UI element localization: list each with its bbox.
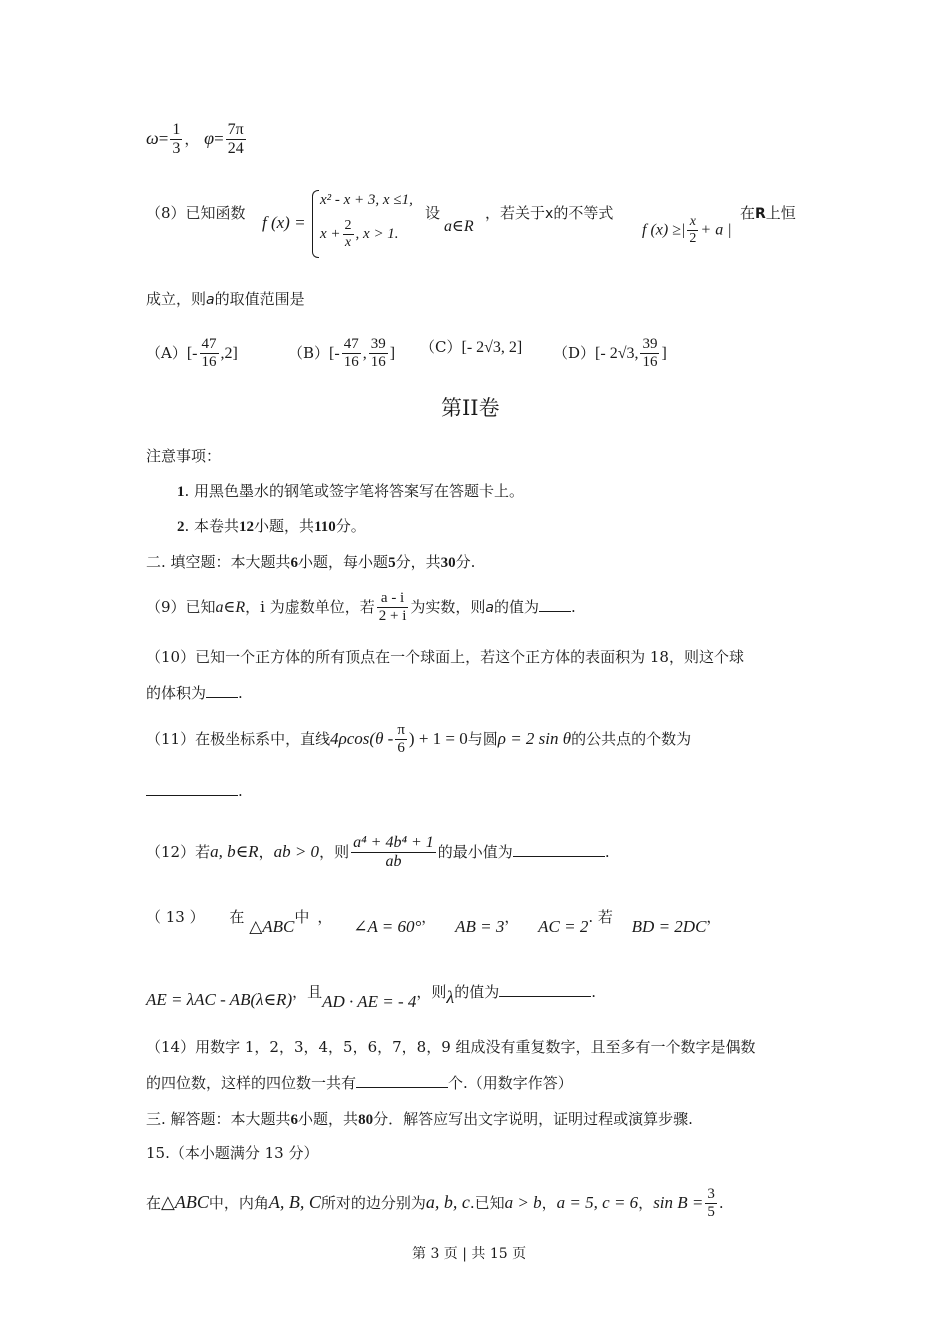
q8-x-variable: x (545, 206, 554, 222)
q15-text-a: 在 (146, 1193, 162, 1212)
q15-num: 3 (705, 1186, 717, 1204)
q13-ae: AE = λAC - AB(λ∈R) (146, 990, 293, 1009)
q8-option-c-label: （C） (420, 338, 462, 356)
q9-fraction (377, 590, 409, 626)
fill-total-score: 30 (440, 555, 456, 571)
q13-bd: BD = 2DC (631, 917, 707, 936)
q13-dot-product: AD · AE = - 4 (322, 992, 417, 1011)
q9-answer-blank[interactable] (539, 611, 571, 612)
q14-line2 (146, 1076, 573, 1091)
q8-option-d-den: 16 (642, 354, 658, 371)
q8-option-b-fraction-2 (369, 336, 388, 372)
q8-option-d-pre: [- 2√3, (595, 344, 639, 362)
q8-text-end (740, 206, 796, 221)
q8-text-mid-a: ，若关于 (485, 204, 546, 222)
phi-fraction (226, 121, 246, 159)
q8-option-b-fraction-1 (342, 336, 361, 372)
q15-comma: ， (541, 1193, 557, 1212)
q15-text-c: 所对的边分别为 (320, 1193, 426, 1212)
q12-text-c: 的最小值为 (437, 842, 513, 861)
q10-end: . (238, 684, 243, 702)
solve-heading-c: 分．解答应写出文字说明，证明过程或演算步骤. (373, 1110, 693, 1128)
q8-option-d-fraction (640, 336, 659, 372)
q9-end: . (571, 597, 576, 616)
q8-option-a-label: （A） (146, 343, 187, 362)
q9-a-variable: a (485, 599, 494, 616)
q8-case2-num: 2 (343, 218, 354, 235)
q11-text-c: 的公共点的个数为 (571, 729, 692, 748)
q15-angles: A, B, C (268, 1191, 321, 1212)
q8-option-d (553, 336, 667, 372)
q13-triangle: △ABC (249, 917, 295, 936)
q15-a-gt-b: a > b (504, 1192, 542, 1212)
q8-text-end-a: 在 (740, 204, 756, 222)
q12-fraction (351, 834, 436, 872)
omega-fraction (170, 121, 182, 159)
q11-text-b: 与圆 (467, 729, 498, 748)
q8-option-d-post: ] (661, 344, 667, 362)
q11-answer-blank[interactable] (146, 795, 238, 796)
notes-title: 注意事项： (146, 447, 222, 465)
q9-text-a: （9）已知 (146, 597, 216, 616)
fill-per-score: 5 (388, 555, 396, 571)
q13-comma-2: ， (421, 908, 437, 926)
q8-option-a (146, 336, 238, 372)
q8-function-name: f (x) = (262, 213, 306, 232)
q9-den: 2 + i (378, 608, 407, 625)
q13-lambda: λ (446, 987, 455, 1007)
q12-answer-blank[interactable] (513, 856, 605, 857)
q8-case-2 (320, 218, 399, 251)
q15-fraction (705, 1186, 717, 1222)
omega-denominator: 3 (172, 140, 181, 158)
q8-text-end-b: 上恒 (765, 204, 796, 222)
q8-text-mid (485, 206, 613, 221)
q8-option-a-num: 47 (200, 336, 219, 354)
q12-text-b: ，则 (319, 842, 350, 861)
solve-count: 6 (290, 1112, 299, 1128)
q10-line2-text: 的体积为 (146, 684, 207, 702)
q13-comma-5: ， (706, 908, 722, 926)
q11-pi-over-6 (395, 722, 407, 758)
q8-R-symbol: R (755, 206, 766, 222)
q13-zhong: 中 (294, 908, 310, 926)
note-1-number: 1 (177, 484, 185, 500)
q11-line-expression-a: 4ρcos(θ - (330, 728, 394, 748)
q14-line1: （14）用数字 1，2，3，4，5，6，7，8，9 组成没有重复数字，且至多有一个数字是偶数 (146, 1038, 756, 1056)
q8-label: （8）已知函数 (146, 204, 246, 222)
q10-answer-blank[interactable] (206, 697, 238, 698)
q13-line1 (146, 908, 722, 936)
note-2-text-a: . 本卷共 (184, 517, 240, 535)
q15-den: 5 (707, 1204, 715, 1221)
q9-text-c: 为实数，则 (410, 597, 486, 616)
q8-case2-fraction (343, 218, 354, 251)
q8-piecewise-brace (312, 190, 319, 258)
q10-line1: （10）已知一个正方体的所有顶点在一个球面上，若这个正方体的表面积为 18，则这个球 (146, 648, 744, 666)
q15-triangle: △ABC (161, 1191, 209, 1212)
solve-heading-b: 小题，共 (298, 1110, 359, 1128)
q9 (146, 590, 576, 626)
q8-ineq-right: + a | (700, 221, 732, 239)
q8-line2-b: 的取值范围是 (214, 290, 305, 308)
q13-and: ，且 (292, 983, 323, 1001)
q12-ab-in-R: a, b∈R (210, 841, 259, 861)
q8-ineq-num: x (687, 214, 698, 231)
q8-inequality (642, 214, 732, 247)
q13-zai: 在 (229, 908, 245, 926)
q8-option-b-num1: 47 (342, 336, 361, 354)
q13-label: （ 13 ） (146, 908, 205, 926)
q14-line2-b: 个.（用数字作答） (448, 1074, 573, 1092)
q12-ab-positive: ab > 0 (273, 841, 320, 861)
q13-if: . 若 (588, 908, 613, 926)
q12-text-a: （12）若 (146, 842, 211, 861)
q15-text-d: .已知 (469, 1193, 505, 1212)
q13-value-of: 的值为 (454, 983, 500, 1001)
q9-text-b: ，i 为虚数单位，若 (245, 597, 375, 616)
q12-sep: ， (258, 842, 274, 861)
q9-a-in-R: a∈R (215, 598, 246, 616)
q8-option-b-den1: 16 (343, 354, 359, 371)
q8-option-c-value: [- 2√3, 2] (461, 339, 523, 356)
q8-option-b-num2: 39 (369, 336, 388, 354)
q15-values: a = 5, c = 6 (556, 1192, 639, 1212)
q8-option-b-post: ] (389, 344, 396, 362)
q11-six: 6 (397, 740, 405, 757)
q8-option-b-den2: 16 (370, 354, 386, 371)
fill-section-heading (146, 555, 475, 571)
q11-text-a: （11）在极坐标系中，直线 (146, 729, 331, 748)
omega-symbol: ω (146, 127, 159, 148)
q13-answer-blank[interactable] (499, 996, 591, 997)
q8-a-variable: a (206, 292, 215, 308)
q14-line2-a: 的四位数，这样的四位数一共有 (146, 1074, 357, 1092)
q9-text-d: 的值为 (494, 597, 540, 616)
note-2-number: 2 (177, 519, 185, 535)
separator: ， (184, 129, 200, 148)
q13-line2 (146, 982, 596, 1011)
q11-answer-line (146, 784, 243, 799)
solve-heading-a: 三. 解答题：本大题共 (146, 1110, 291, 1128)
q8-case2-den: x (344, 235, 352, 251)
note-2-count: 12 (239, 519, 255, 535)
q11 (146, 722, 691, 758)
q8-ineq-den: 2 (689, 231, 697, 247)
note-2-text-c: 分。 (335, 517, 366, 535)
note-2-score: 110 (314, 519, 336, 535)
q8-option-d-label: （D） (553, 343, 596, 362)
q15-header: 15.（本小题满分 13 分） (146, 1144, 319, 1162)
note-2-text-b: 小题，共 (254, 517, 315, 535)
q9-num: a - i (377, 590, 409, 608)
fill-heading-d: 分. (455, 553, 476, 571)
q8-text-ineq: 的不等式 (553, 204, 614, 222)
q8-set-a: 设 (425, 204, 441, 222)
q8-ineq-left: f (x) ≥| (642, 221, 686, 239)
note-2 (177, 519, 366, 535)
q13-angle: ∠A = 60° (353, 917, 422, 936)
q8-option-a-post: ,2] (220, 344, 238, 362)
equals-sign: = (214, 128, 224, 148)
fill-heading-b: 小题，每小题 (298, 553, 389, 571)
q15-sinB: sin B = (653, 1192, 704, 1212)
solve-total-score: 80 (358, 1112, 374, 1128)
phi-symbol: φ (204, 127, 215, 148)
q8-ineq-fraction (687, 214, 698, 247)
fill-count: 6 (290, 555, 299, 571)
q12-num: a⁴ + 4b⁴ + 1 (351, 834, 436, 853)
equals-sign: = (158, 128, 169, 148)
q8-option-b: （B）[- $\frac{47}{16}$ , $\frac{39}{16}$ ] (288, 336, 396, 371)
q15-text-b: 中，内角 (208, 1193, 269, 1212)
fill-heading-c: 分，共 (395, 553, 441, 571)
phi-numerator: 7π (226, 121, 246, 140)
answer-line-omega-phi (146, 121, 248, 159)
q14-answer-blank[interactable] (356, 1087, 448, 1088)
q15-statement (146, 1186, 724, 1222)
q11-circle-expression: ρ = 2 sin θ (497, 728, 572, 748)
q8-a-in-R: a∈R (444, 218, 474, 235)
q13-end: . (591, 983, 596, 1001)
note-1-text: . 用黑色墨水的钢笔或签字笔将答案写在答题卡上。 (184, 482, 525, 500)
q13-comma-3: ， (504, 908, 520, 926)
q8-option-a-den: 16 (201, 354, 217, 371)
q15-end: . (718, 1193, 724, 1212)
q8-case-1: x² - x + 3, x ≤1, (320, 192, 413, 208)
q8-option-b-label: （B） (288, 343, 330, 362)
q12-den: ab (385, 853, 402, 871)
q8-option-b-pre: [- (329, 344, 340, 362)
q13-ab: AB = 3 (455, 917, 505, 936)
phi-denominator: 24 (227, 140, 244, 158)
q11-end: . (238, 782, 243, 800)
q12-end: . (604, 842, 610, 861)
note-1 (177, 484, 524, 500)
q8-line2-a: 成立，则 (146, 290, 207, 308)
q11-pi: π (395, 722, 407, 740)
q8-option-a-fraction (200, 336, 219, 372)
q13-then: ，则 (416, 983, 447, 1001)
page-footer: 第 3 页 | 共 15 页 (412, 1246, 527, 1262)
fill-heading-a: 二. 填空题：本大题共 (146, 553, 291, 571)
q11-line-expression-b: ) + 1 = 0 (408, 728, 468, 748)
q8-case2-prefix: x + (320, 226, 341, 243)
section-title: 第II卷 (441, 396, 500, 420)
q15-comma-2: ， (638, 1193, 654, 1212)
q8-line2 (146, 292, 305, 307)
q8-option-c (420, 340, 522, 356)
q13-comma-1: ， (317, 908, 333, 926)
omega-numerator: 1 (170, 121, 182, 140)
q13-ac: AC = 2 (538, 917, 589, 936)
q10-line2 (146, 686, 243, 701)
q8-option-d-num: 39 (640, 336, 659, 354)
solve-section-heading (146, 1112, 693, 1128)
q12 (146, 834, 610, 872)
q15-sides: a, b, c (425, 1191, 470, 1212)
q8-option-a-pre: [- (186, 344, 198, 362)
q8-case2-suffix: , x > 1. (355, 226, 399, 243)
